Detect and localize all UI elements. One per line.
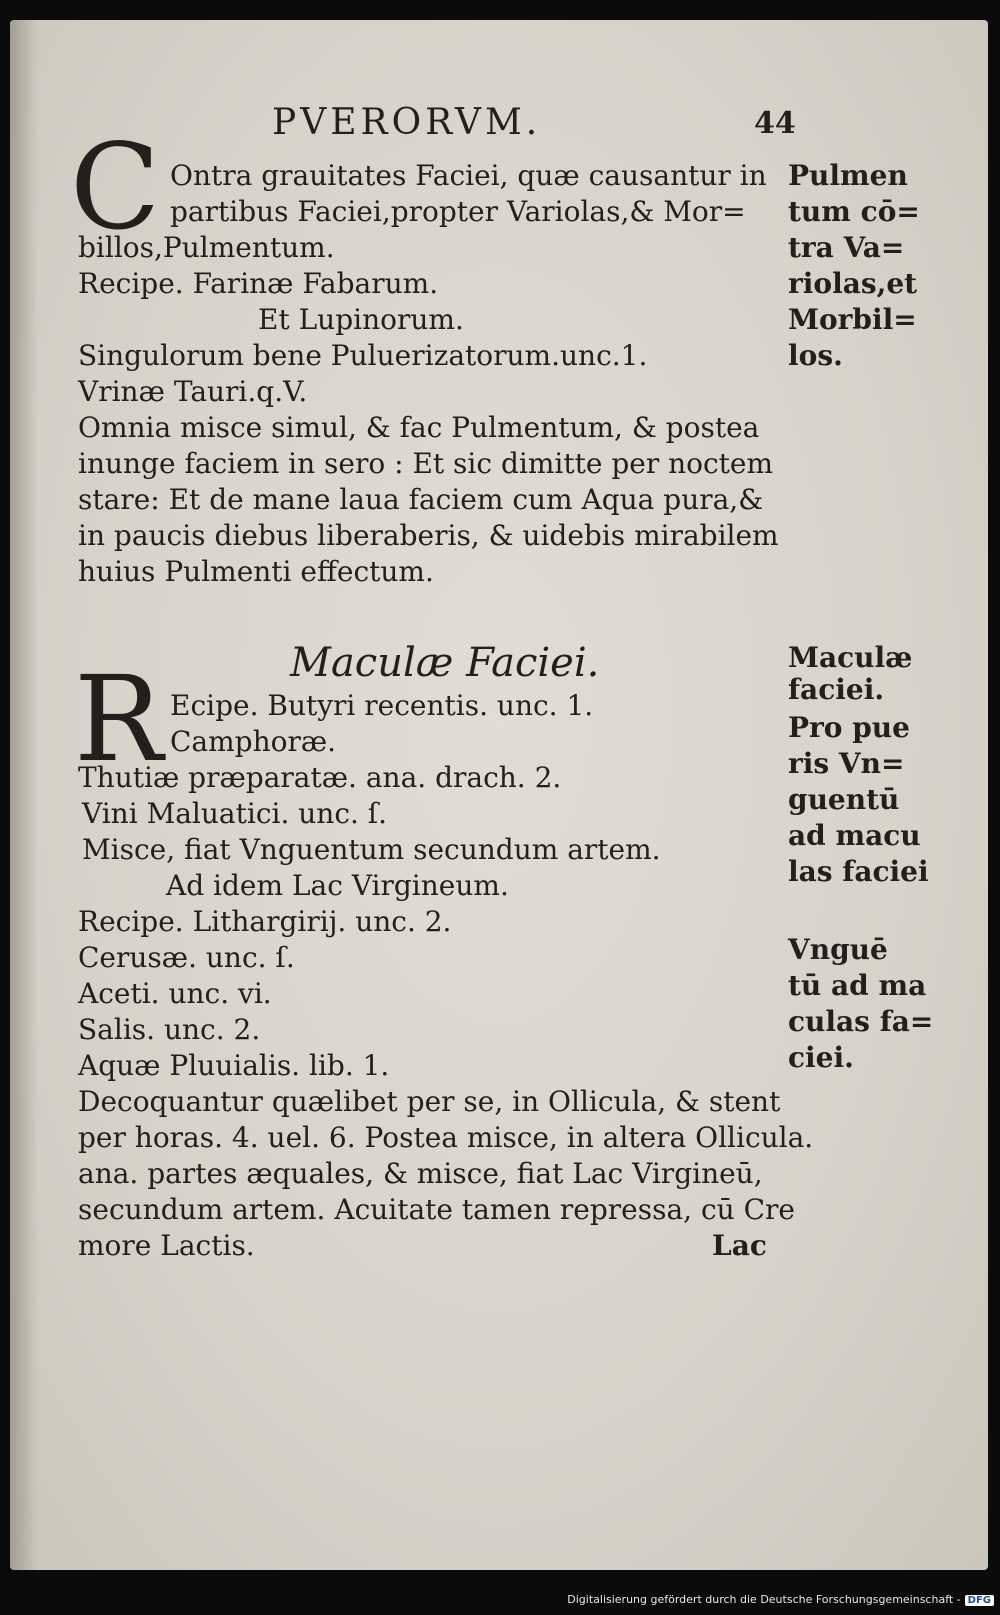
margin-line: Pulmen <box>788 159 908 192</box>
drop-capital: C <box>70 118 161 256</box>
page-number: 44 <box>754 106 796 141</box>
margin-line: los. <box>788 339 843 372</box>
margin-line: culas fa= <box>788 1005 934 1038</box>
text-line: inunge faciem in sero : Et sic dimitte per noctem <box>78 447 774 480</box>
running-head: PVERORVM. <box>272 102 542 143</box>
page-gutter-shadow <box>10 20 38 1570</box>
margin-line: Pro pue <box>788 711 910 744</box>
text-line: Ad idem Lac Virgineum. <box>166 869 509 902</box>
text-line: Ontra grauitates Faciei, quæ causantur in <box>170 159 767 192</box>
text-line: Vini Maluatici. unc. ſ. <box>82 797 388 830</box>
text-line: Aceti. unc. vi. <box>78 977 272 1010</box>
credit-text: Digitalisierung gefördert durch die Deutsche Forschungsgemeinschaft - <box>567 1593 961 1606</box>
text-line: Recipe. Lithargirij. unc. 2. <box>78 905 452 938</box>
book-page <box>10 20 988 1570</box>
section-heading: Maculæ Faciei. <box>290 640 600 686</box>
text-line: Cerusæ. unc. ſ. <box>78 941 295 974</box>
text-line: more Lactis. <box>78 1229 255 1262</box>
catchword: Lac <box>712 1229 767 1262</box>
margin-line: tra Va= <box>788 231 905 264</box>
text-line: ana. partes æquales, & misce, fiat Lac Virgineū, <box>78 1157 763 1190</box>
text-line: Camphoræ. <box>170 725 337 758</box>
digitization-credit <box>567 1593 994 1606</box>
text-line: in paucis diebus liberaberis, & uidebis mirabilem <box>78 519 779 552</box>
text-line: Decoquantur quælibet per se, in Ollicula, & stent <box>78 1085 781 1118</box>
text-line: Misce, fiat Vnguentum secundum artem. <box>82 833 661 866</box>
margin-line: ad macu <box>788 819 921 852</box>
text-line: Thutiæ præparatæ. ana. drach. 2. <box>78 761 562 794</box>
text-line: stare: Et de mane laua faciem cum Aqua pura,& <box>78 483 764 516</box>
margin-line: tum cō= <box>788 195 920 228</box>
margin-line: tū ad ma <box>788 969 927 1002</box>
text-line: Ecipe. Butyri recentis. unc. 1. <box>170 689 594 722</box>
text-line: Aquæ Pluuialis. lib. 1. <box>78 1049 390 1082</box>
text-line: billos,Pulmentum. <box>78 231 335 264</box>
text-line: huius Pulmenti effectum. <box>78 555 434 588</box>
dfg-logo: DFG <box>965 1595 994 1606</box>
margin-line: las faciei <box>788 855 929 888</box>
text-line: Singulorum bene Puluerizatorum.unc.1. <box>78 339 648 372</box>
text-line: per horas. 4. uel. 6. Postea misce, in altera Ollicula. <box>78 1121 814 1154</box>
margin-line: ciei. <box>788 1041 854 1074</box>
margin-line: riolas,et <box>788 267 918 300</box>
margin-line: ris Vn= <box>788 747 905 780</box>
margin-line: Morbil= <box>788 303 917 336</box>
text-line: Vrinæ Tauri.q.V. <box>78 375 308 408</box>
drop-capital: R <box>74 650 163 788</box>
text-line: secundum artem. Acuitate tamen repressa, cū Cre <box>78 1193 795 1226</box>
margin-line: faciei. <box>788 673 885 706</box>
text-line: Omnia misce simul, & fac Pulmentum, & postea <box>78 411 760 444</box>
margin-line: Vnguē <box>788 933 888 966</box>
margin-line: guentū <box>788 783 900 816</box>
text-line: Salis. unc. 2. <box>78 1013 261 1046</box>
text-line: partibus Faciei,propter Variolas,& Mor= <box>170 195 746 228</box>
margin-line: Maculæ <box>788 641 913 674</box>
text-line: Recipe. Farinæ Fabarum. <box>78 267 439 300</box>
text-line: Et Lupinorum. <box>258 303 464 336</box>
